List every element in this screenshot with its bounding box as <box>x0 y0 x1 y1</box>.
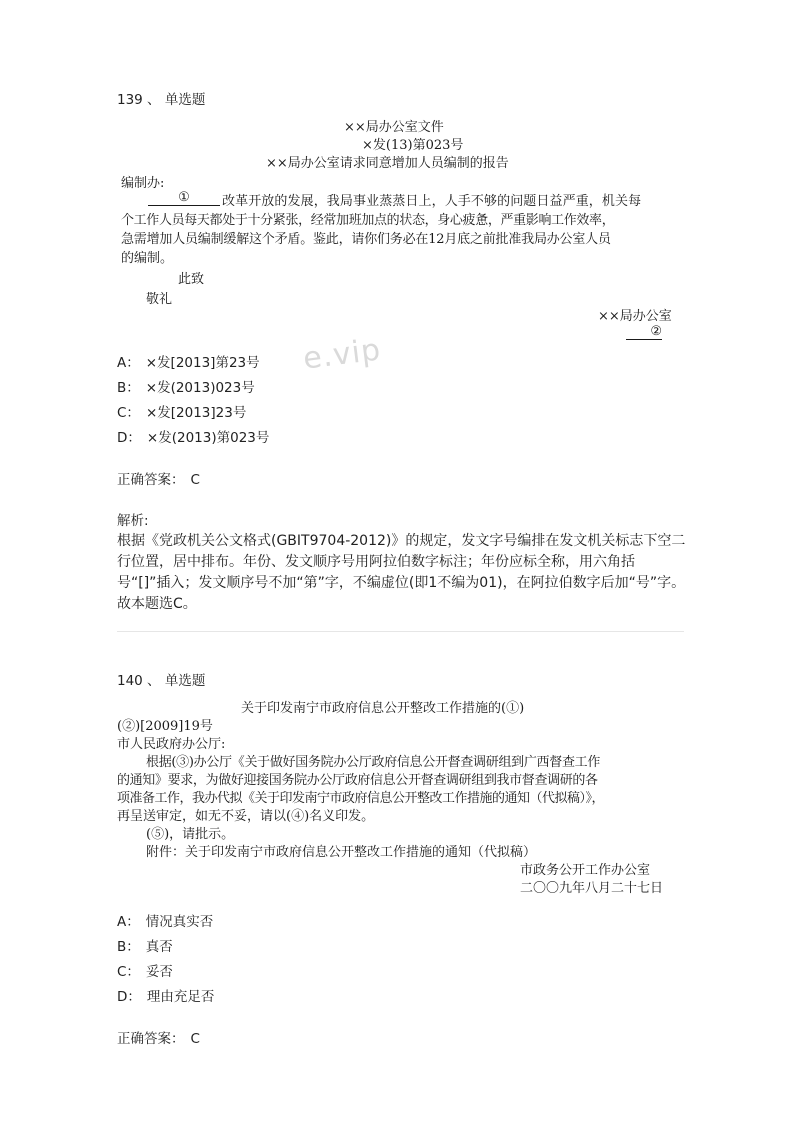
doc-body-line1: 根据(③)办公厅《关于做好国务院办公厅政府信息公开督查调研组到广西督查工作 <box>146 755 601 770</box>
option-a-text: ×发[2013]第23号 <box>145 355 260 371</box>
doc-sender: ××局办公室 <box>598 309 672 324</box>
option-c[interactable] <box>117 960 173 980</box>
option-c[interactable] <box>117 401 246 421</box>
answer-value: C <box>190 1031 200 1047</box>
question-139-header: 139 、 单选题 <box>117 92 206 108</box>
option-b-text: 真否 <box>145 939 173 955</box>
doc-number: ×发(13)第023号 <box>362 138 464 153</box>
option-c-label: C： <box>117 964 140 980</box>
doc-date: 二〇〇九年八月二十七日 <box>520 881 664 896</box>
doc-recipient: 市人民政府办公厅: <box>117 737 226 752</box>
doc-body-line3: 急需增加人员编制缓解这个矛盾。鉴此，请你们务必在12月底之前批准我局办公室人员 <box>121 232 611 247</box>
option-b-label: B： <box>117 380 140 396</box>
option-a-text: 情况真实否 <box>145 914 214 930</box>
answer-label: 正确答案： <box>117 472 185 488</box>
doc-closing-2: 敬礼 <box>146 292 173 307</box>
doc-body-line2: 的通知》要求，为做好迎接国务院办公厅政府信息公开督查调研组到我市督查调研的各 <box>117 773 598 788</box>
doc-attachment: 附件：关于印发南宁市政府信息公开整改工作措施的通知（代拟稿） <box>146 845 537 860</box>
doc-body-line4: 的编制。 <box>121 251 174 266</box>
doc-body-line3: 项准备工作，我办代拟《关于印发南宁市政府信息公开整改工作措施的通知（代拟稿）》， <box>117 791 605 806</box>
question-140-header: 140 、 单选题 <box>117 673 206 689</box>
option-a[interactable] <box>117 351 260 371</box>
doc-sender: 市政务公开工作办公室 <box>520 863 651 878</box>
analysis-label: 解析: <box>117 513 149 529</box>
doc-number: (②)[2009]19号 <box>117 719 213 734</box>
option-b[interactable] <box>117 935 173 955</box>
option-c-label: C： <box>117 405 140 421</box>
question-140-answer <box>117 1027 200 1047</box>
question-divider <box>117 631 684 632</box>
doc-blank-2: ② <box>626 324 662 340</box>
doc-title-line1: ××局办公室文件 <box>344 120 444 135</box>
option-d-text: 理由充足否 <box>146 989 215 1005</box>
option-d[interactable] <box>117 426 269 446</box>
analysis-text: 根据《党政机关公文格式(GBIT9704-2012)》的规定，发文字号编排在发文机关标志下空二行位置，居中排布。年份、发文顺序号用阿拉伯数字标注；年份应标全称，用六角括号“[]”插入；发文顺序号不加“第”字，不编虚位(即1不编为01)，在阿拉伯数字后加“号”字。故本题选C。 <box>117 533 686 612</box>
option-b-label: B： <box>117 939 140 955</box>
doc-body-line1: 改革开放的发展，我局事业蒸蒸日上，人手不够的问题日益严重，机关每 <box>222 194 642 209</box>
doc-request: (⑤)，请批示。 <box>146 827 235 842</box>
doc-title: 关于印发南宁市政府信息公开整改工作措施的(①) <box>241 701 525 716</box>
option-a-label: A： <box>117 355 140 371</box>
doc-recipient: 编制办: <box>121 176 165 191</box>
option-d-label: D： <box>117 430 141 446</box>
doc-title-line2: ××局办公室请求同意增加人员编制的报告 <box>266 156 509 171</box>
option-b[interactable] <box>117 376 255 396</box>
doc-body-line4: 再呈送审定，如无不妥，请以(④)名义印发。 <box>117 809 375 824</box>
option-a[interactable] <box>117 910 213 930</box>
question-139-answer <box>117 468 200 488</box>
watermark: e.vip <box>301 332 383 377</box>
option-d-label: D： <box>117 989 141 1005</box>
option-c-text: ×发[2013]23号 <box>145 405 247 421</box>
option-b-text: ×发(2013)023号 <box>145 380 255 396</box>
doc-blank-1: ① <box>148 190 220 206</box>
option-c-text: 妥否 <box>145 964 173 980</box>
doc-body-line2: 个工作人员每天都处于十分紧张，经常加班加点的状态，身心疲惫，严重影响工作效率， <box>121 213 615 228</box>
option-d-text: ×发(2013)第023号 <box>146 430 270 446</box>
option-d[interactable] <box>117 985 214 1005</box>
doc-closing-1: 此致 <box>178 272 205 287</box>
answer-value: C <box>190 472 200 488</box>
option-a-label: A： <box>117 914 140 930</box>
answer-label: 正确答案： <box>117 1031 185 1047</box>
